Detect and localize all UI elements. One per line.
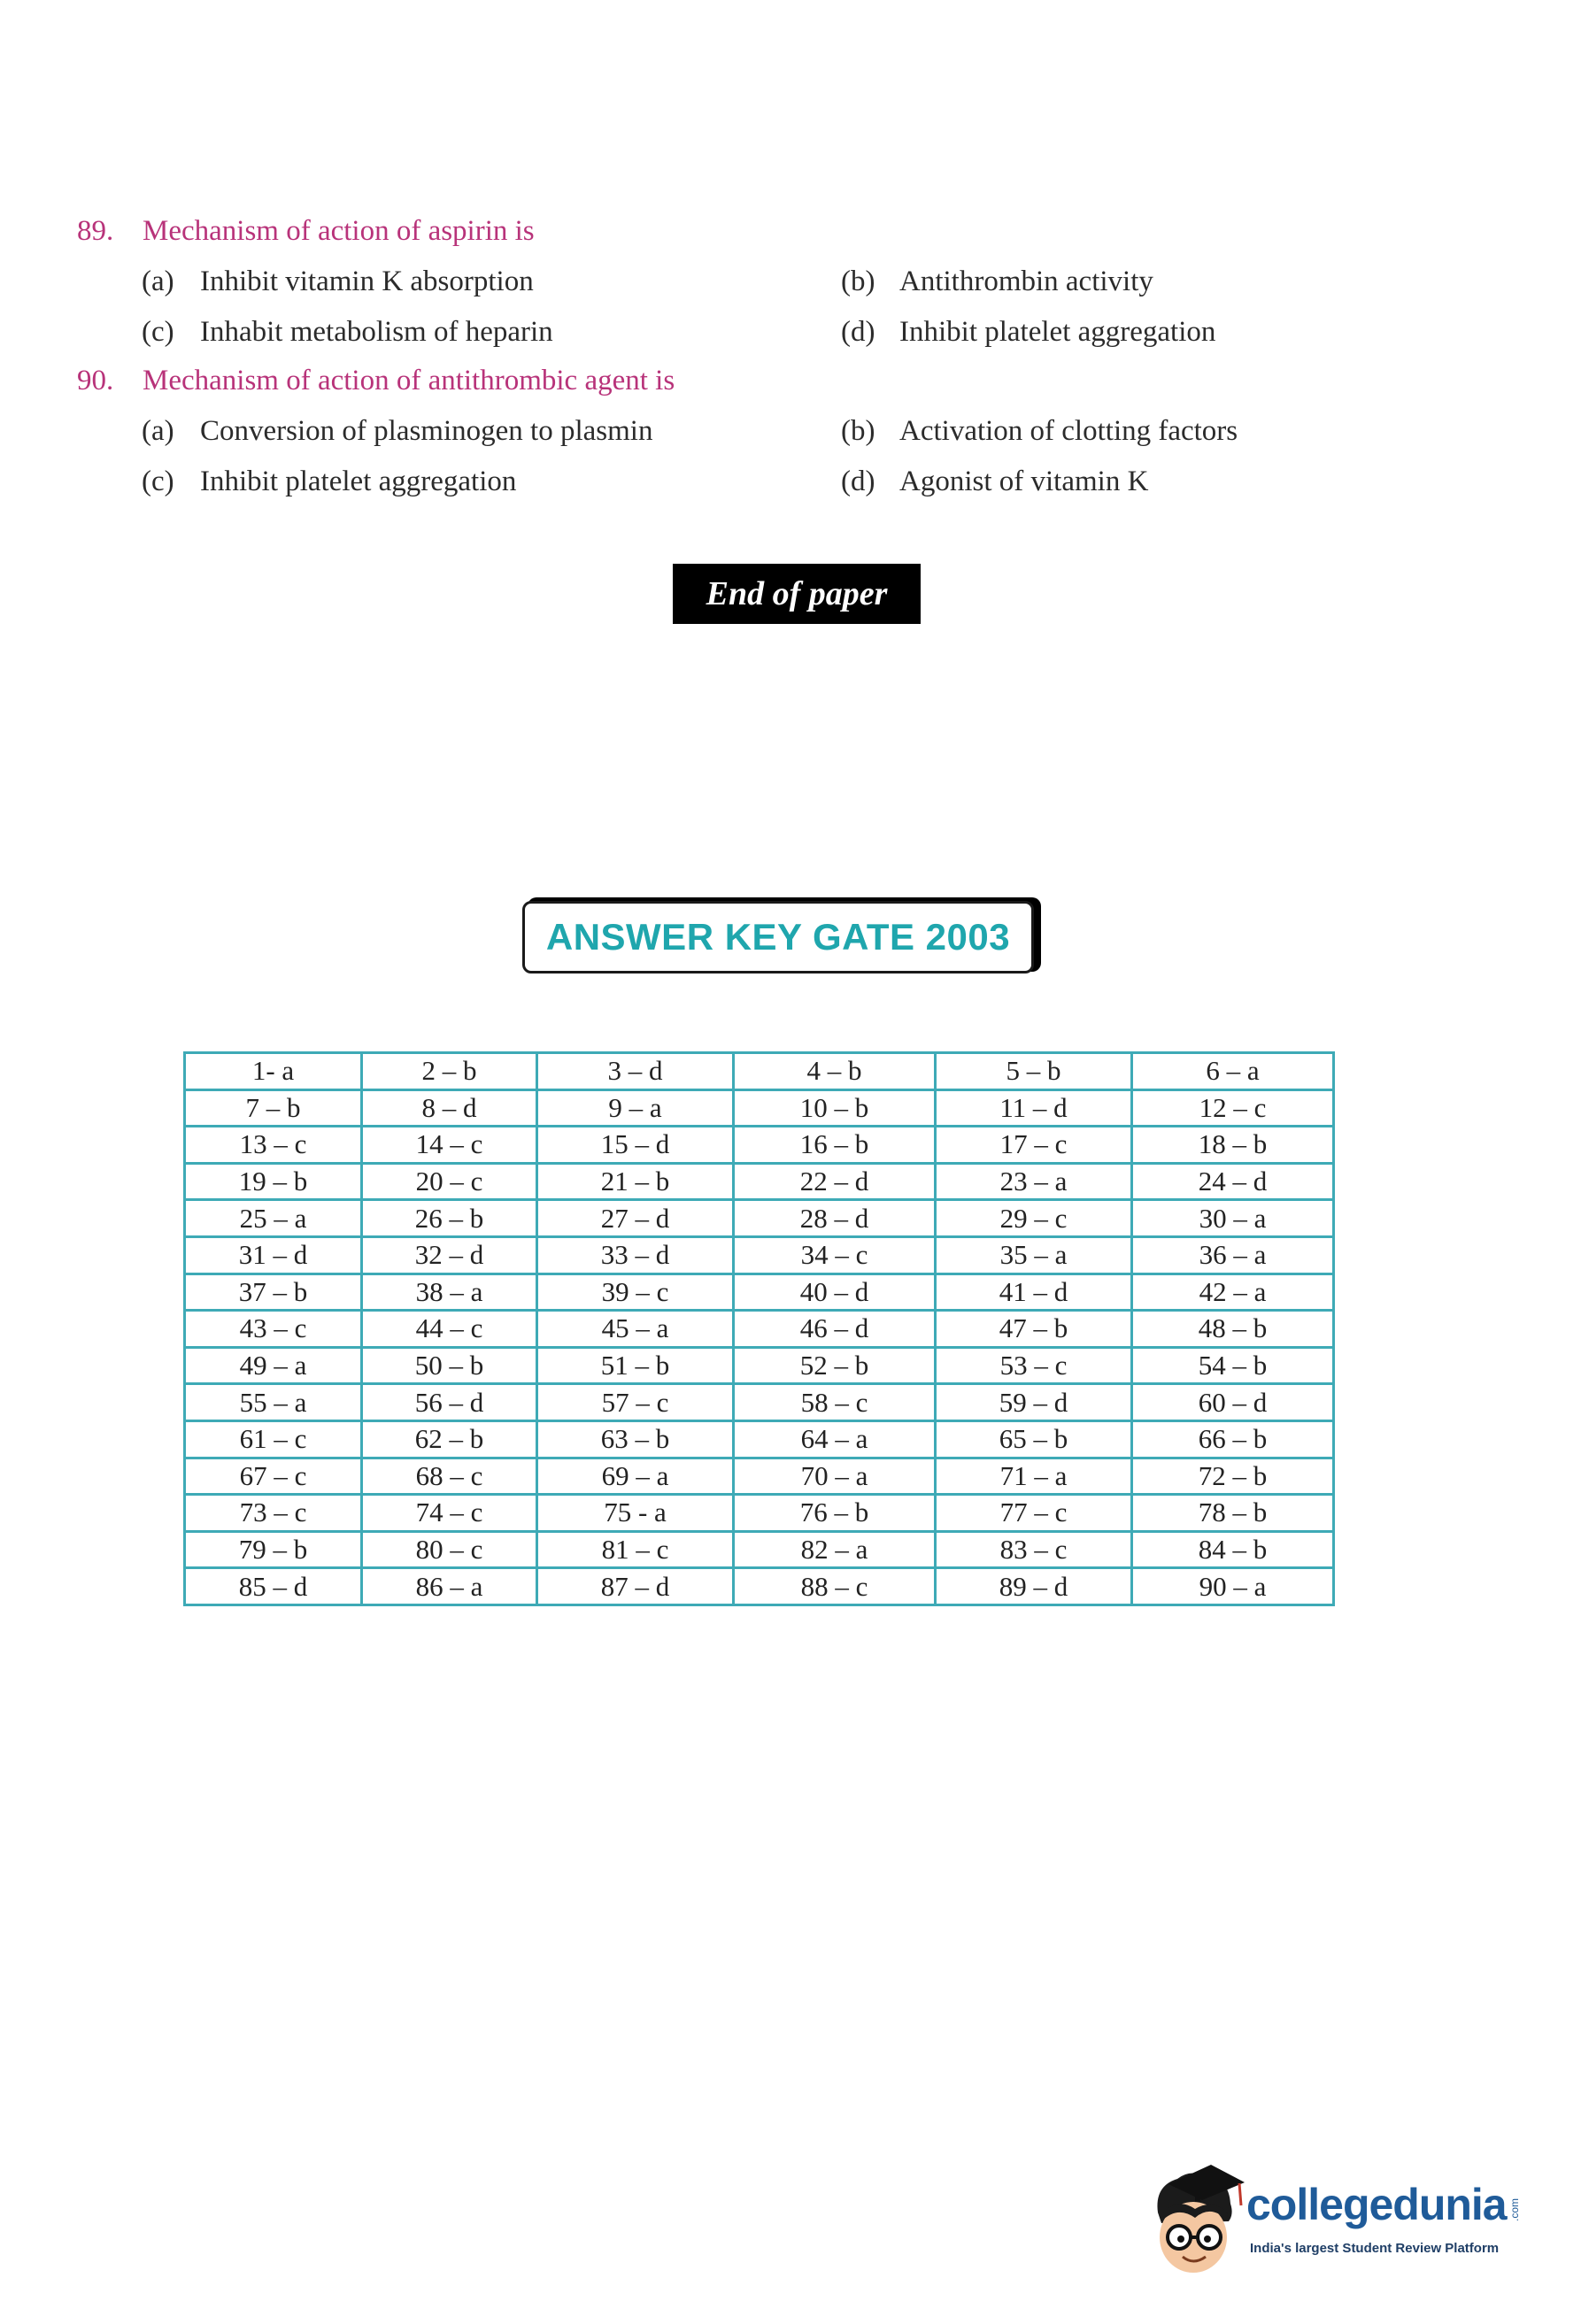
answer-cell: 35 – a [936,1236,1132,1274]
answer-cell: 26 – b [362,1200,537,1237]
table-row [185,1568,1334,1605]
answer-cell: 78 – b [1132,1495,1334,1532]
answer-cell: 14 – c [362,1127,537,1164]
answer-cell: 44 – c [362,1311,537,1348]
question-stem [77,215,535,248]
answer-cell: 72 – b [1132,1458,1334,1495]
answer-cell: 2 – b [362,1053,537,1090]
answer-cell: 42 – a [1132,1274,1334,1311]
table-row [185,1163,1334,1200]
answer-cell: 81 – c [537,1531,734,1568]
answer-cell: 21 – b [537,1163,734,1200]
answer-cell: 17 – c [936,1127,1132,1164]
option-label: (b) [841,265,875,297]
answer-cell: 22 – d [734,1163,936,1200]
option-label: (c) [142,316,174,348]
table-row [185,1236,1334,1274]
answer-cell: 69 – a [537,1458,734,1495]
answer-cell: 13 – c [185,1127,362,1164]
answer-cell: 32 – d [362,1236,537,1274]
answer-cell: 49 – a [185,1347,362,1384]
table-row [185,1458,1334,1495]
question-stem [77,365,675,397]
table-row [185,1089,1334,1127]
answer-cell: 47 – b [936,1311,1132,1348]
table-row [185,1274,1334,1311]
answer-cell: 6 – a [1132,1053,1334,1090]
answer-cell: 57 – c [537,1384,734,1421]
answer-cell: 88 – c [734,1568,936,1605]
answer-cell: 67 – c [185,1458,362,1495]
answer-cell: 23 – a [936,1163,1132,1200]
answer-cell: 76 – b [734,1495,936,1532]
option-text: Activation of clotting factors [899,415,1238,447]
option-b [841,415,1238,448]
answer-cell: 12 – c [1132,1089,1334,1127]
answer-cell: 45 – a [537,1311,734,1348]
option-text: Agonist of vitamin K [899,466,1149,497]
end-of-paper-badge: End of paper [673,564,921,624]
answer-cell: 66 – b [1132,1420,1334,1458]
answer-cell: 63 – b [537,1420,734,1458]
table-row [185,1495,1334,1532]
answer-cell: 64 – a [734,1420,936,1458]
answer-key-table [183,1051,1335,1606]
answer-cell: 84 – b [1132,1531,1334,1568]
answer-cell: 4 – b [734,1053,936,1090]
answer-cell: 38 – a [362,1274,537,1311]
answer-cell: 37 – b [185,1274,362,1311]
table-row [185,1347,1334,1384]
option-label: (b) [841,415,875,447]
answer-cell: 73 – c [185,1495,362,1532]
answer-cell: 41 – d [936,1274,1132,1311]
question-text: Mechanism of action of antithrombic agent is [143,365,675,396]
option-a [142,265,534,298]
logo-suffix: .com [1508,2198,1521,2222]
answer-cell: 33 – d [537,1236,734,1274]
answer-cell: 29 – c [936,1200,1132,1237]
answer-cell: 43 – c [185,1311,362,1348]
answer-cell: 9 – a [537,1089,734,1127]
collegedunia-logo [1142,2159,1540,2283]
option-label: (d) [841,466,875,497]
option-text: Inhibit platelet aggregation [200,466,517,497]
answer-cell: 65 – b [936,1420,1132,1458]
answer-cell: 74 – c [362,1495,537,1532]
answer-cell: 16 – b [734,1127,936,1164]
logo-tagline: India's largest Student Review Platform [1250,2241,1500,2256]
question-number: 90. [77,365,114,396]
answer-cell: 79 – b [185,1531,362,1568]
answer-cell: 55 – a [185,1384,362,1421]
answer-cell: 61 – c [185,1420,362,1458]
table-row [185,1127,1334,1164]
answer-cell: 71 – a [936,1458,1132,1495]
answer-cell: 90 – a [1132,1568,1334,1605]
answer-cell: 15 – d [537,1127,734,1164]
option-c [142,316,553,349]
answer-cell: 36 – a [1132,1236,1334,1274]
answer-cell: 86 – a [362,1568,537,1605]
option-c [142,466,516,498]
answer-key-table-body [185,1053,1334,1605]
answer-key-title: ANSWER KEY GATE 2003 [522,901,1034,973]
answer-cell: 10 – b [734,1089,936,1127]
answer-cell: 27 – d [537,1200,734,1237]
option-text: Conversion of plasminogen to plasmin [200,415,653,447]
answer-cell: 70 – a [734,1458,936,1495]
table-row [185,1053,1334,1090]
table-row [185,1531,1334,1568]
answer-cell: 28 – d [734,1200,936,1237]
answer-cell: 56 – d [362,1384,537,1421]
option-text: Antithrombin activity [899,265,1153,297]
answer-cell: 34 – c [734,1236,936,1274]
answer-cell: 53 – c [936,1347,1132,1384]
student-mascot-icon [1142,2159,1248,2279]
answer-cell: 11 – d [936,1089,1132,1127]
question-text: Mechanism of action of aspirin is [143,215,535,247]
answer-cell: 85 – d [185,1568,362,1605]
answer-cell: 1- a [185,1053,362,1090]
answer-cell: 50 – b [362,1347,537,1384]
answer-cell: 24 – d [1132,1163,1334,1200]
option-label: (c) [142,466,174,497]
answer-cell: 46 – d [734,1311,936,1348]
answer-cell: 31 – d [185,1236,362,1274]
question-number: 89. [77,215,114,247]
answer-cell: 52 – b [734,1347,936,1384]
table-row [185,1420,1334,1458]
answer-cell: 82 – a [734,1531,936,1568]
answer-cell: 59 – d [936,1384,1132,1421]
answer-cell: 7 – b [185,1089,362,1127]
answer-cell: 48 – b [1132,1311,1334,1348]
answer-cell: 18 – b [1132,1127,1334,1164]
option-label: (d) [841,316,875,348]
answer-cell: 51 – b [537,1347,734,1384]
table-row [185,1384,1334,1421]
table-row [185,1311,1334,1348]
answer-cell: 30 – a [1132,1200,1334,1237]
option-label: (a) [142,415,174,447]
answer-cell: 25 – a [185,1200,362,1237]
answer-cell: 83 – c [936,1531,1132,1568]
answer-cell: 87 – d [537,1568,734,1605]
answer-cell: 5 – b [936,1053,1132,1090]
answer-cell: 20 – c [362,1163,537,1200]
option-label: (a) [142,265,174,297]
answer-cell: 77 – c [936,1495,1132,1532]
option-text: Inhabit metabolism of heparin [200,316,553,348]
answer-cell: 62 – b [362,1420,537,1458]
option-text: Inhibit vitamin K absorption [200,265,534,297]
option-b [841,265,1153,298]
table-row [185,1200,1334,1237]
option-text: Inhibit platelet aggregation [899,316,1216,348]
answer-cell: 89 – d [936,1568,1132,1605]
answer-cell: 19 – b [185,1163,362,1200]
answer-cell: 68 – c [362,1458,537,1495]
answer-cell: 60 – d [1132,1384,1334,1421]
answer-cell: 8 – d [362,1089,537,1127]
logo-wordmark: collegedunia [1246,2180,1507,2229]
answer-cell: 54 – b [1132,1347,1334,1384]
answer-cell: 80 – c [362,1531,537,1568]
answer-cell: 58 – c [734,1384,936,1421]
answer-cell: 40 – d [734,1274,936,1311]
option-d [841,316,1215,349]
answer-cell: 3 – d [537,1053,734,1090]
answer-cell: 39 – c [537,1274,734,1311]
option-a [142,415,652,448]
answer-cell: 75 - a [537,1495,734,1532]
option-d [841,466,1148,498]
